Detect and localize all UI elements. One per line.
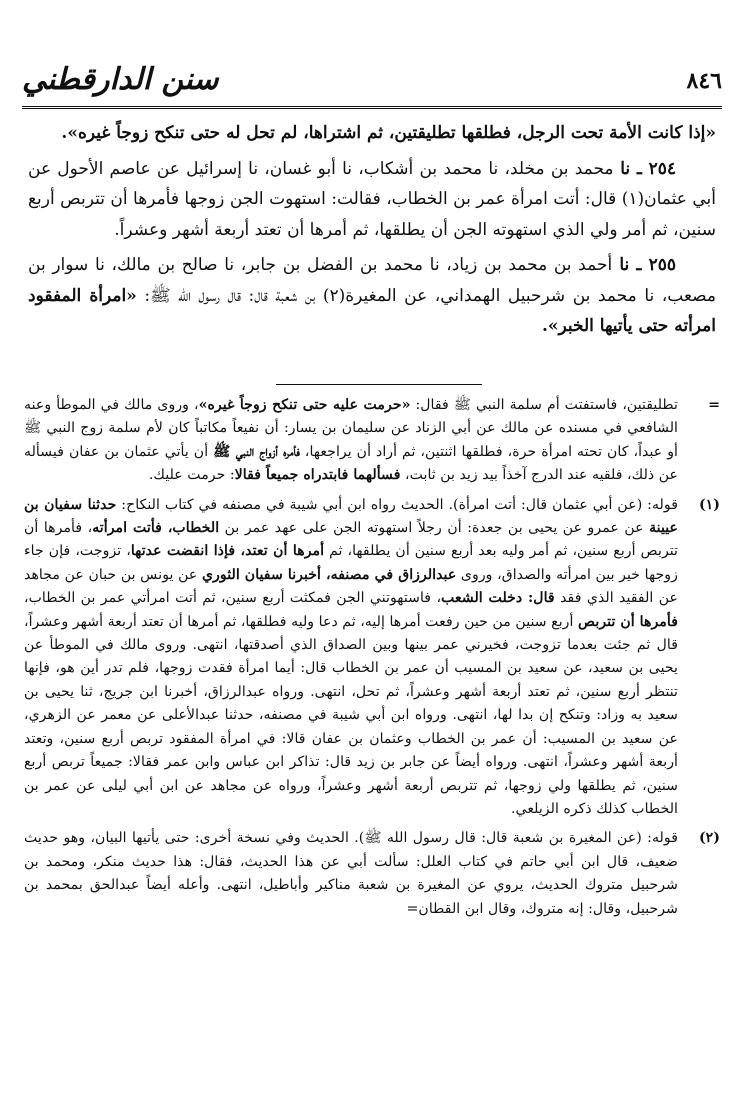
footnote-bold: عبدالرزاق في مصنفه، أخبرنا سفيان الثوري xyxy=(201,566,457,583)
footnote-text: قوله: (عن أبي عثمان قال: أتت امرأة). الحديث رواه ابن أبي شيبة في مصنفه في كتاب النكاح: xyxy=(116,496,678,513)
hadith-number: ٢٥٤ xyxy=(648,158,676,179)
footnote-bold: فأمره أزواج النبي ﷺ xyxy=(213,443,300,460)
footnote-body xyxy=(24,497,678,817)
footnote-text: ، فأمرها أن تتربص أربع سنين، ثم أمر وليه بعد أربع سنين أن يطلقها، ثم xyxy=(24,520,679,560)
footnote-text: تطليقتين، فاستفتت أم سلمة النبي ﷺ فقال: xyxy=(410,397,679,413)
footnote-text: عن يونس بن حبان عن مجاهد عن الفقيد الذي فقد xyxy=(24,566,678,607)
hadith-text: محمد بن مخلد، نا محمد بن أشكاب، نا أبو غسان، نا إسرائيل عن عاصم الأحول عن أبي عثمان(١) قال: أتت امرأة عمر بن الخطاب، فقالت: استهوت الجن زوجها فأمرها أن تتربص أربع سنين، ثم أمر ولي الذي استهوته الجن أن يطلقها، ثم أمرها أن تعتد أربعة أشهر وعشراً. xyxy=(28,158,716,240)
footnote-bold: أمرها أن تعتد، فإذا انقضت عدتها xyxy=(130,543,325,560)
hadith-255 xyxy=(28,250,716,342)
footnote-1 xyxy=(24,494,720,822)
footnote-body xyxy=(24,397,678,483)
hadith-intro: ـ نا xyxy=(613,158,649,179)
footnote-text: أن يأتي عثمان بن عفان فيسأله عن ذلك، فلقيه عند الدرج آخذاً بيد زيد بن ثابت، xyxy=(24,443,678,484)
page-header xyxy=(22,62,722,102)
footnote-bold: فسألهما فابتدراه جميعاً فقالا xyxy=(234,467,401,484)
book-title: سنن الدارقطني xyxy=(22,62,219,97)
header-divider xyxy=(22,106,722,109)
footnote-text: أربع سنين من حين رفعت أمرها إليه، ثم دعا وليه فطلقها، ثم أمرها أن تعتد أربعة أشهر وعشراً، قال ثم جئت بعدما تزوجت، فخيرني عمر بينها وبين الصداق الذي أصدقتها، انتهى. وروى مالك في الموطأ عن يحيى بن سعيد، عن سعيد بن المسيب أن عمر بن الخطاب قال: أيما امرأة فقدت زوجها، فلم تدر أين هو، فإنها تنتظر أربع سنين، ثم تعتد أربعة أشهر وعشراً، ثم تحل، انتهى. ورواه عبدالرزاق، أخبرنا ابن جريج، ثنا يحيى بن سعيد به وزاد: وتنكح إن بدا لها، انتهى. ورواه ابن أبي شيبة في مصنفه، حدثنا عبدالأعلى عن معمر عن الزهري، عن سعيد بن المسيب: أن عمر بن الخطاب وعثمان بن عفان قالا: في امرأة المفقود تربص أربع سنين، وتعتد أربعة أشهر وعشراً، انتهى. ورواه أيضاً عن جابر بن زيد قال: تذاكر ابن عباس وابن عمر فقالا: جميعاً تربص أربع سنين، ثم يطلقها ولي زوجها، ثم تتربص أربعة أشهر وعشراً، ورواه عن مجاهد عن ابن أبي ليلى عن عمر بن الخطاب كذلك ذكره الزيلعي. xyxy=(24,613,678,817)
footnotes xyxy=(24,394,720,927)
footnote-body: قوله: (عن المغيرة بن شعبة قال: قال رسول الله ﷺ). الحديث وفي نسخة أخرى: حتى يأتيها البيان، وهو حديث ضعيف، قال ابن أبي حاتم في كتاب العلل: سألت أبي عن هذا الحديث، فقال: هذا حديث منكر، ومحمد بن شرحبيل متروك الحديث، يروي عن المغيرة بن شعبة مناكير وأباطيل، انتهى. وأعله أيضاً عبدالحق بمحمد بن شرحبيل، وقال: إنه متروك، وقال ابن القطان= xyxy=(24,830,678,917)
footnote-marker: (٢) xyxy=(698,830,720,847)
footnote-bold: الخطاب، فأتت امرأته xyxy=(92,520,220,537)
footnote-2 xyxy=(24,827,720,921)
footnote-text: عن عمرو عن يحيى بن جعدة: أن رجلاً استهوته الجن على عهد عمر بن xyxy=(219,520,650,537)
main-text xyxy=(28,118,716,347)
footnote-bold: «حرمت عليه حتى تنكح زوجاً غيره» xyxy=(198,397,411,413)
footnote-bold: فأمرها أن تتربص xyxy=(578,613,678,630)
footnote-text: : حرمت عليك. xyxy=(148,467,235,484)
footnote-continuation xyxy=(24,394,720,488)
page-number: ٨٤٦ xyxy=(686,68,722,94)
hadith-number: ٢٥٥ xyxy=(648,255,676,275)
footnote-bold: قال: دخلت الشعب xyxy=(441,590,555,607)
hadith-text: أحمد بن محمد بن زياد، نا محمد بن الفضل بن جابر، نا صالح بن مالك، نا سوار بن مصعب، نا محمد بن شرحبيل الهمداني، عن المغيرة(٢) بن شعبة قال: قال رسول الله ﷺ: xyxy=(28,255,717,306)
footnote-text: ، فاستهوتني الجن فمكثت أربع سنين، ثم أتت امرأتي عمر بن الخطاب، xyxy=(24,590,442,607)
hadith-254 xyxy=(28,154,716,246)
hadith-253-ending: «إذا كانت الأمة تحت الرجل، فطلقها تطليقتين، ثم اشتراها، لم تحل له حتى تنكح زوجاً غيره». xyxy=(61,123,716,143)
footnote-bold: حدثنا سفيان بن عيينة xyxy=(24,496,678,537)
footnote-divider xyxy=(276,384,482,385)
hadith-quote: «امرأة المفقود امرأته حتى يأتيها الخبر». xyxy=(28,285,716,336)
footnote-marker: = xyxy=(708,397,720,413)
hadith-intro: ـ نا xyxy=(612,255,649,275)
footnote-text: ، وروى مالك في الموطأ وعنه الشافعي في مسنده عن مالك عن أبي الزناد عن سليمان بن يسار: أن نفيعاً مكاتباً كان لأم سلمة زوج النبي ﷺ أو عبداً، كان تحته امرأة حرة، فطلقها اثنتين، ثم أراد أن يراجعها، xyxy=(24,397,679,460)
footnote-marker: (١) xyxy=(698,496,720,513)
footnote-text: ، تزوجت، فإن جاء زوجها خير بين امرأته والصداق، وروى xyxy=(24,543,678,583)
